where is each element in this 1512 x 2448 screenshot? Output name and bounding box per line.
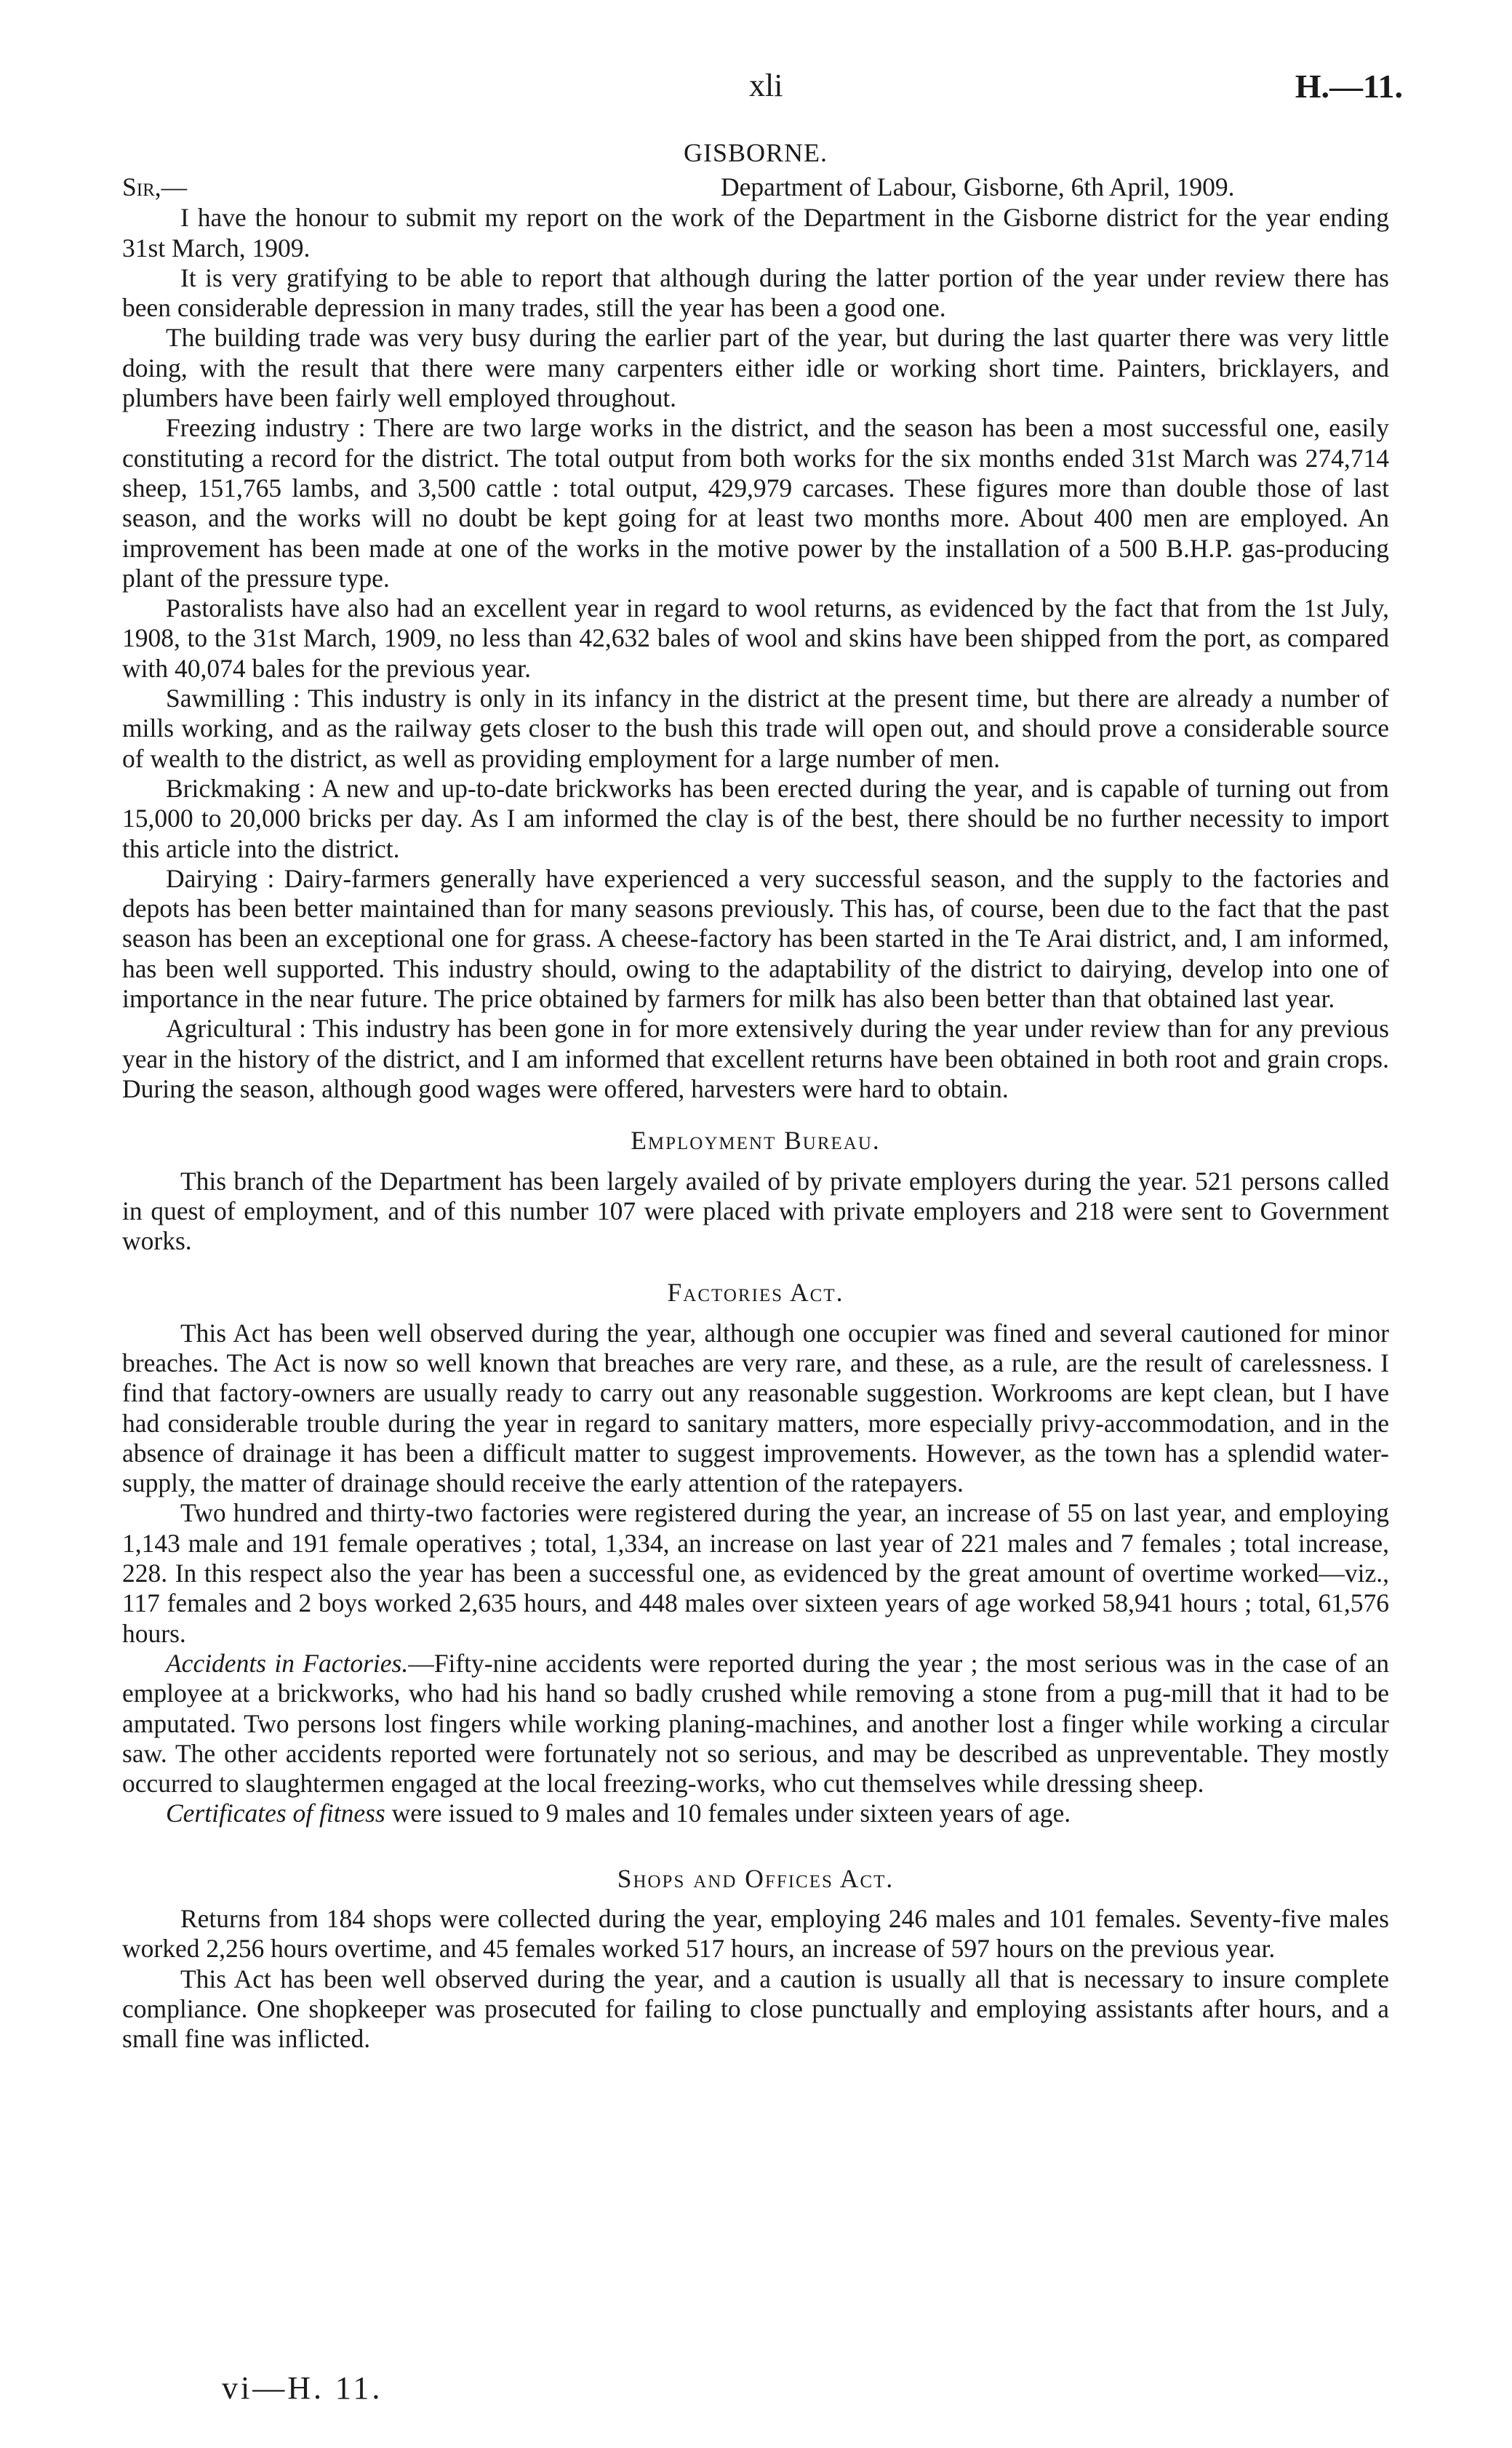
- dateline: Department of Labour, Gisborne, 6th April, 1909.: [721, 172, 1235, 202]
- employment-bureau-paragraph: This branch of the Department has been largely availed of by private employers during the year. 521 persons called in quest of employment, and of this number 107 were placed with private employers and 218 were sent to Government works.: [122, 1166, 1389, 1256]
- dairying-paragraph: Dairying : Dairy-farmers generally have experienced a very successful season, and the supply to the factories and depots has been better maintained than for many seasons previously. This has, of course, been due to the fact that the past season has been an exceptional one for grass. A cheese-factory has been started in the Te Arai district, and, I am informed, has been well supported. This industry should, owing to the adaptability of the district to dairying, develop into one of importance in the near future. The price obtained by farmers for milk has also been better than that obtained last year.: [122, 863, 1389, 1014]
- brickmaking-paragraph: Brickmaking : A new and up-to-date brickworks has been erected during the year, and is capable of turning out from 15,000 to 20,000 bricks per day. As I am informed the clay is of the best, there should be no further necessity to import this article into the district.: [122, 773, 1389, 863]
- salutation-line: [122, 172, 1389, 203]
- certificates-paragraph: [122, 1799, 1389, 1828]
- shops-compliance-paragraph: This Act has been well observed during the year, and a caution is usually all that is necessary to insure complete compliance. One shopkeeper was prosecuted for failing to close punctually and employing assistants after hours, and a small fine was inflicted.: [122, 1964, 1389, 2054]
- certificates-text: were issued to 9 males and 10 females under sixteen years of age.: [385, 1799, 1071, 1828]
- freezing-industry-paragraph: Freezing industry : There are two large works in the district, and the season has been a most successful one, easily constituting a record for the district. The total output from both works for the six months ended 31st March was 274,714 sheep, 151,765 lambs, and 3,500 cattle : total output, 429,979 carcases. These figures more than double those of last season, and the works will no doubt be kept going for at least two months more. About 400 men are employed. An improvement has been made at one of the works in the motive power by the installation of a 500 B.H.P. gas-producing plant of the pressure type.: [122, 413, 1389, 593]
- intro-paragraph: It is very gratifying to be able to report that although during the latter portion of the year under review there has been considerable depression in many trades, still the year has been a good one.: [122, 263, 1389, 323]
- printer-signature: vi—H. 11.: [222, 2370, 383, 2406]
- employment-bureau-heading: Employment Bureau.: [631, 1126, 881, 1156]
- salutation: Sir,—: [122, 172, 188, 202]
- accidents-text: —Fifty-nine accidents were reported during the year ; the most serious was in the case of an employee at a brickworks, who had his hand so badly crushed while removing a stone from a pug-mill that it had to be amputated. Two persons lost fingers while working planing-machines, and another lost a finger while working a circular saw. The other accidents reported were fortunately not so serious, and may be described as unpreventable. They mostly occurred to slaughtermen engaged at the local freezing-works, who cut themselves while dressing sheep.: [122, 1648, 1389, 1799]
- document-reference: H.—11.: [1295, 68, 1403, 105]
- intro-paragraph: I have the honour to submit my report on the work of the Department in the Gisborne district for the year ending 31st March, 1909.: [122, 203, 1389, 263]
- shops-act-heading: Shops and Offices Act.: [617, 1863, 895, 1893]
- factories-act-heading: Factories Act.: [667, 1278, 844, 1308]
- report-body: [122, 138, 1389, 2055]
- certificates-label: Certificates of fitness: [166, 1799, 385, 1828]
- agricultural-paragraph: Agricultural : This industry has been gone in for more extensively during the year under review than for any previous year in the history of the district, and I am informed that excellent returns have been obtained in both root and grain crops. During the season, although good wages were offered, harvesters were hard to obtain.: [122, 1014, 1389, 1103]
- building-trade-paragraph: The building trade was very busy during the earlier part of the year, but during the last quarter there was very little doing, with the result that there were many carpenters either idle or working short time. Painters, bricklayers, and plumbers have been fairly well employed throughout.: [122, 323, 1389, 413]
- factories-act-paragraph: This Act has been well observed during the year, although one occupier was fined and several cautioned for minor breaches. The Act is now so well known that breaches are very rare, and these, as a rule, are the result of carelessness. I find that factory-owners are usually ready to carry out any reasonable suggestion. Workrooms are kept clean, but I have had considerable trouble during the year in regard to sanitary matters, more especially privy-accommodation, and in the absence of drainage it has been a difficult matter to suggest improvements. However, as the town has a splendid water-supply, the matter of drainage should receive the early attention of the ratepayers.: [122, 1318, 1389, 1498]
- pastoralists-paragraph: Pastoralists have also had an excellent year in regard to wool returns, as evidenced by the fact that from the 1st July, 1908, to the 31st March, 1909, no less than 42,632 bales of wool and skins have been shipped from the port, as compared with 40,074 bales for the previous year.: [122, 593, 1389, 683]
- page-number: xli: [749, 68, 783, 103]
- accidents-paragraph: [122, 1649, 1389, 1799]
- accidents-label: Accidents in Factories.: [166, 1648, 409, 1678]
- shops-returns-paragraph: Returns from 184 shops were collected during the year, employing 246 males and 101 females. Seventy-five males worked 2,256 hours overtime, and 45 females worked 517 hours, an increase of 597 hours on the previous year.: [122, 1904, 1389, 1964]
- sawmilling-paragraph: Sawmilling : This industry is only in its infancy in the district at the present time, but there are already a number of mills working, and as the railway gets closer to the bush this trade will open out, and should prove a considerable source of wealth to the district, as well as providing employment for a large number of men.: [122, 684, 1389, 773]
- factories-registered-paragraph: Two hundred and thirty-two factories were registered during the year, an increase of 55 on last year, and employing 1,143 male and 191 female operatives ; total, 1,334, an increase on last year of 221 males and 7 females ; total increase, 228. In this respect also the year has been a successful one, as evidenced by the great amount of overtime worked—viz., 117 females and 2 boys worked 2,635 hours, and 448 males over sixteen years of age worked 58,941 hours ; total, 61,576 hours.: [122, 1498, 1389, 1648]
- report-title: GISBORNE.: [683, 138, 828, 167]
